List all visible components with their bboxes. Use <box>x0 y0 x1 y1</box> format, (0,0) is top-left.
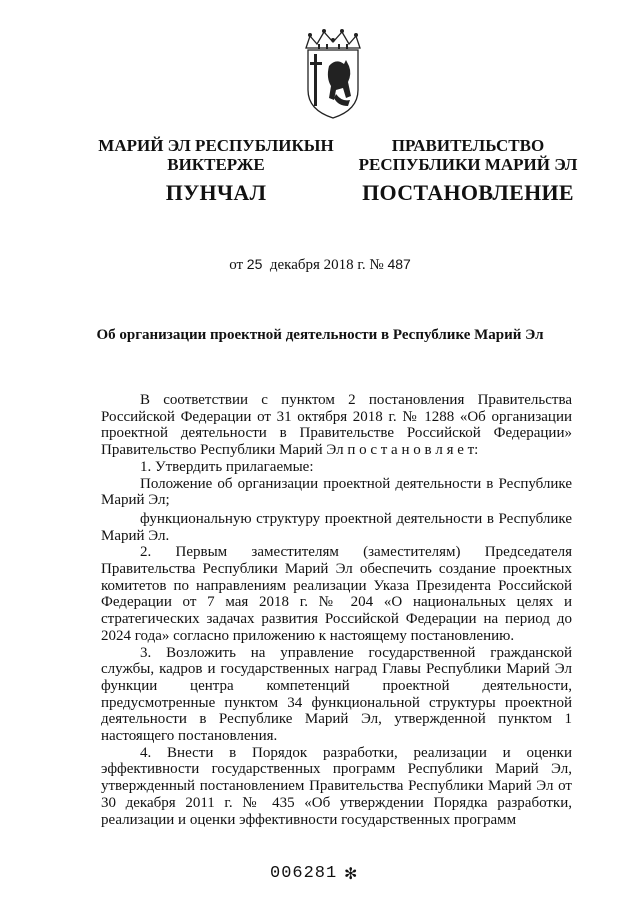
snowflake-mark-icon: ✻ <box>344 866 358 883</box>
body-paragraph: Положение об организации проектной деятельности в Республике Марий Эл; <box>101 475 572 509</box>
coat-of-arms-emblem <box>296 26 370 122</box>
header-right-doc-type: ПОСТАНОВЛЕНИЕ <box>362 180 574 205</box>
header-left-block <box>98 136 334 206</box>
body-paragraph: 3. Возложить на управление государственной гражданской службы, кадров и государственных наград Главы Республики Марий Эл функции центра компетенций проектной деятельности, предусмотренные пунктом 34 функциональной структуры проектной деятельности в Республике Марий Эл, утвержденной пунктом 1 настоящего постановления. <box>101 644 572 745</box>
date-day: 25 <box>246 256 263 272</box>
document-number: 487 <box>387 256 411 272</box>
document-title: Об организации проектной деятельности в Республике Марий Эл <box>96 327 544 343</box>
body-paragraph: В соответствии с пунктом 2 постановления Правительства Российской Федерации от 31 октября 2018 г. № 1288 «Об организации проектной деятельности в Правительстве Российской Федерации» Правительство Республики Марий Эл п о с т а н о в л я е т: <box>101 392 572 459</box>
serial-number: 006281 <box>270 864 338 883</box>
body-paragraph: 4. Внести в Порядок разработки, реализации и оценки эффективности государственных программ Республики Марий Эл, утвержденный постановлением Правительства Республики Марий Эл от 30 декабря 2011 г. № 435 «Об утверждении Порядка разработки, реализации и оценки эффективности государственных программ <box>101 744 572 828</box>
body-paragraph: 1. Утвердить прилагаемые: <box>140 458 314 475</box>
header-right-block <box>358 136 578 206</box>
document-body <box>101 392 572 828</box>
header-left-line1: МАРИЙ ЭЛ РЕСПУБЛИКЫН <box>98 136 334 155</box>
header-right-line1: ПРАВИТЕЛЬСТВО <box>391 136 545 155</box>
date-prefix: от <box>229 257 244 273</box>
header-left-doc-type: ПУНЧАЛ <box>165 180 267 205</box>
header-left-line2: ВИКТЕРЖЕ <box>167 155 265 174</box>
body-paragraph: функциональную структуру проектной деятельности в Республике Марий Эл. <box>101 510 572 544</box>
body-paragraph: 2. Первым заместителям (заместителям) Председателя Правительства Республики Марий Эл обеспечить создание проектных комитетов по направлениям реализации Указа Президента Российской Федерации от 7 мая 2018 г. № 204 «О национальных целях и стратегических задачах развития Российской Федерации на период до 2024 года» согласно приложению к настоящему постановлению. <box>101 544 572 644</box>
header-right-line2: РЕСПУБЛИКИ МАРИЙ ЭЛ <box>358 155 578 174</box>
document-date-line <box>0 256 640 274</box>
date-month-year: декабря 2018 г. № <box>269 257 384 273</box>
